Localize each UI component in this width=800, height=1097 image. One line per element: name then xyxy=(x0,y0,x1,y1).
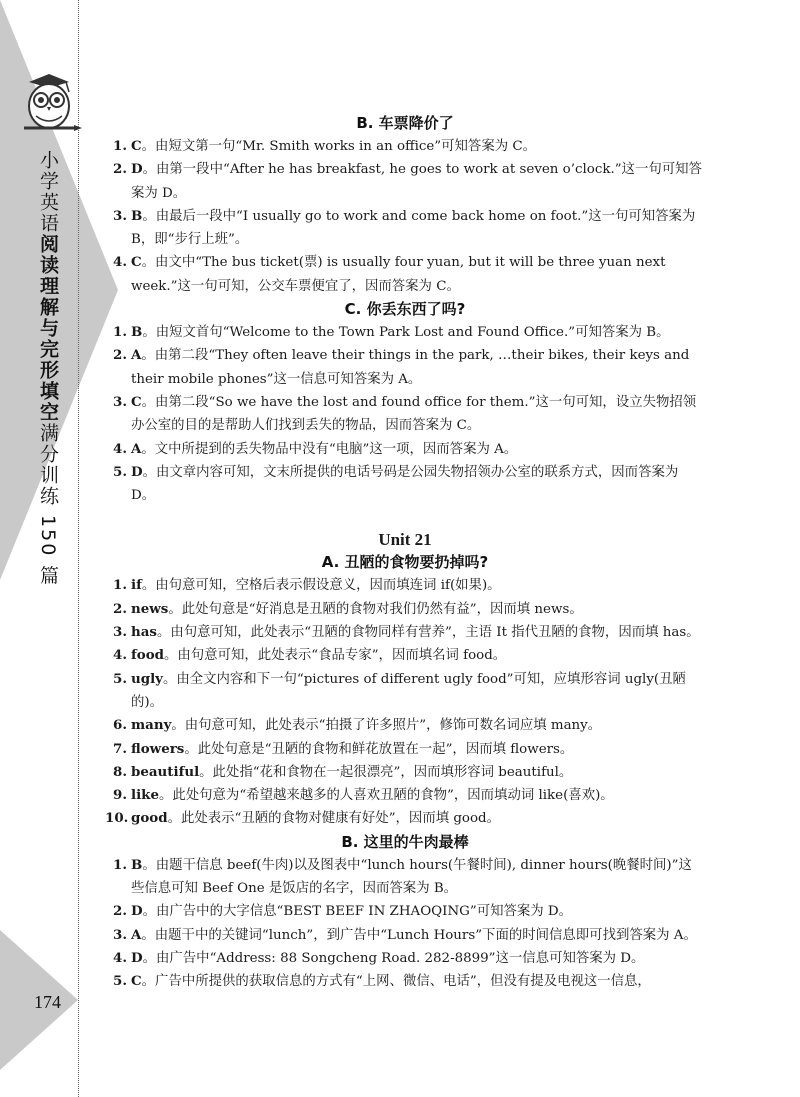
section-title: B. 这里的牛肉最棒 xyxy=(341,832,469,851)
item-explanation: 。由句意可知，此处表示“丑陋的食物同样有营养”，主语 It 指代丑陋的食物，因而填 has。 xyxy=(156,625,700,641)
item-number: 4. xyxy=(113,949,127,966)
answer-item xyxy=(105,344,705,391)
item-answer: B xyxy=(131,856,143,873)
answer-item xyxy=(105,854,705,901)
item-explanation: 。由题干中的关键词“lunch”，到广告中“Lunch Hours”下面的时间信息即可找到答案为 A。 xyxy=(141,927,697,943)
item-explanation: 。由广告中“Address: 88 Songcheng Road. 282-8899”这一信息可知答案为 D。 xyxy=(142,950,645,966)
item-answer: A xyxy=(131,440,142,457)
item-explanation: 。由短文首句“Welcome to the Town Park Lost and Found Office.”可知答案为 B。 xyxy=(142,325,670,341)
answer-item xyxy=(105,761,705,784)
book-title-part3: 满分训练 150 篇 xyxy=(37,423,59,587)
answer-item xyxy=(105,924,705,947)
item-explanation: 。此处句意为“希望越来越多的人喜欢丑陋的食物”，因而填动词 like(喜欢)。 xyxy=(158,788,614,804)
item-explanation: 。由文章内容可知，文末所提供的电话号码是公园失物招领办公室的联系方式，因而答案为 D。 xyxy=(131,464,679,504)
item-answer: news xyxy=(131,600,169,617)
item-answer: C xyxy=(131,393,142,410)
answer-item xyxy=(105,251,705,298)
item-answer: ugly xyxy=(131,670,163,687)
item-answer: like xyxy=(131,787,159,804)
item-answer: if xyxy=(131,577,142,594)
item-number: 2. xyxy=(113,347,127,364)
item-number: 5. xyxy=(113,973,127,990)
section-title: B. 车票降价了 xyxy=(356,114,454,132)
binding-dotted-line xyxy=(78,0,79,1097)
item-number: 10. xyxy=(105,810,129,827)
item-number: 7. xyxy=(113,740,127,757)
item-answer: D xyxy=(131,463,143,480)
item-number: 1. xyxy=(113,324,127,341)
item-explanation: 。由最后一段中“I usually go to work and come back home on foot.”这一句可知答案为 B，即“步行上班”。 xyxy=(131,208,696,248)
item-explanation: 。广告中所提供的获取信息的方式有“上网、微信、电话”，但没有提及电视这一信息， xyxy=(141,974,651,990)
item-explanation: 。由第一段中“After he has breakfast, he goes to work at seven o’clock.”这一句可知答案为 D。 xyxy=(131,162,702,201)
item-answer: flowers xyxy=(131,740,185,757)
book-title-vertical xyxy=(34,150,62,586)
item-explanation: 。由文中“The bus ticket(票) is usually four yuan, but it will be three yuan next week.”这一句可知，公交车票便宜了，因而答案为 C。 xyxy=(131,255,666,294)
item-answer: good xyxy=(131,810,168,827)
item-number: 1. xyxy=(113,577,127,594)
item-answer: B xyxy=(131,324,143,341)
answer-item xyxy=(105,714,705,737)
item-answer: A xyxy=(131,347,142,364)
page-number: 174 xyxy=(34,992,61,1012)
item-number: 3. xyxy=(113,624,127,641)
item-number: 5. xyxy=(113,463,127,480)
answer-item xyxy=(105,321,705,344)
item-answer: C xyxy=(131,138,142,154)
section-title: C. 你丢东西了吗? xyxy=(344,300,466,319)
answer-item xyxy=(105,668,705,715)
answer-item xyxy=(105,158,705,205)
item-explanation: 。由句意可知，空格后表示假设意义，因而填连词 if(如果)。 xyxy=(141,578,501,594)
answer-item xyxy=(105,135,705,158)
item-answer: D xyxy=(131,903,143,920)
item-explanation: 。由第二段“So we have the lost and found office for them.”这一句可知，设立失物招领办公室的目的是帮助人们找到丢失的物品，因而答案为 C。 xyxy=(131,394,697,434)
item-explanation: 。此处表示“丑陋的食物对健康有好处”，因而填 good。 xyxy=(167,811,501,827)
item-number: 3. xyxy=(113,207,127,224)
answer-item xyxy=(105,205,705,252)
item-explanation: 。此处句意是“好消息是丑陋的食物对我们仍然有益”，因而填 news。 xyxy=(168,601,583,617)
item-number: 5. xyxy=(113,670,127,687)
answer-item xyxy=(105,947,705,970)
item-answer: D xyxy=(131,949,143,966)
item-number: 4. xyxy=(113,647,127,664)
item-number: 2. xyxy=(113,600,127,617)
item-explanation: 。文中所提到的丢失物品中没有“电脑”这一项，因而答案为 A。 xyxy=(141,441,518,457)
answer-item xyxy=(105,784,705,807)
item-explanation: 。由短文第一句“Mr. Smith works in an office”可知答案为 C。 xyxy=(141,139,536,154)
item-number: 3. xyxy=(113,926,127,943)
item-number: 1. xyxy=(113,856,127,873)
answer-item xyxy=(105,598,705,621)
item-answer: B xyxy=(131,207,143,224)
item-number: 2. xyxy=(113,161,127,178)
item-number: 4. xyxy=(113,254,127,271)
item-explanation: 。由广告中的大字信息“BEST BEEF IN ZHAOQING”可知答案为 D。 xyxy=(142,904,573,920)
section-title: A. 丑陋的食物要扔掉吗? xyxy=(321,553,489,572)
item-answer: C xyxy=(131,973,142,990)
item-number: 6. xyxy=(113,717,127,734)
item-number: 1. xyxy=(113,138,127,154)
item-answer: has xyxy=(131,624,157,641)
item-explanation: 。由全文内容和下一句“pictures of different ugly food”可知，应填形容词 ugly(丑陋的)。 xyxy=(131,671,686,710)
answer-item xyxy=(105,807,705,830)
item-number: 9. xyxy=(113,787,127,804)
item-answer: many xyxy=(131,717,172,734)
item-number: 8. xyxy=(113,763,127,780)
item-explanation: 。由题干信息 beef(牛肉)以及图表中“lunch hours(午餐时间), dinner hours(晚餐时间)”这些信息可知 Beef One 是饭店的名字，因而答案为 B。 xyxy=(131,857,692,897)
answer-item xyxy=(105,970,705,993)
book-title-part1: 小学英语 xyxy=(37,150,59,234)
item-number: 4. xyxy=(113,440,127,457)
answer-item xyxy=(105,461,705,508)
answer-content xyxy=(105,112,705,994)
item-explanation: 。由第二段“They often leave their things in the park, …their bikes, their keys and their mobile phones”这一信息可知答案为 A。 xyxy=(131,348,690,387)
item-explanation: 。此处指“花和食物在一起很漂亮”，因而填形容词 beautiful。 xyxy=(199,764,573,780)
book-title-part2: 阅读理解与完形填空 xyxy=(37,234,59,423)
answer-item xyxy=(105,900,705,923)
item-answer: D xyxy=(131,161,143,178)
item-answer: A xyxy=(131,926,142,943)
item-number: 2. xyxy=(113,903,127,920)
answer-item xyxy=(105,738,705,761)
item-explanation: 。由句意可知，此处表示“拍摄了许多照片”，修饰可数名词应填 many。 xyxy=(171,718,602,734)
answer-item xyxy=(105,391,705,438)
item-answer: beautiful xyxy=(131,763,200,780)
item-explanation: 。此处句意是“丑陋的食物和鲜花放置在一起”，因而填 flowers。 xyxy=(184,741,574,757)
unit-title: Unit 21 xyxy=(378,530,432,550)
owl-scholar-icon xyxy=(14,70,84,136)
answer-item xyxy=(105,621,705,644)
answer-item xyxy=(105,438,705,461)
item-number: 3. xyxy=(113,393,127,410)
item-explanation: 。由句意可知，此处表示“食品专家”，因而填名词 food。 xyxy=(164,648,507,664)
item-answer: food xyxy=(131,647,164,664)
answer-item xyxy=(105,574,705,597)
item-answer: C xyxy=(131,254,142,271)
answer-item xyxy=(105,644,705,667)
